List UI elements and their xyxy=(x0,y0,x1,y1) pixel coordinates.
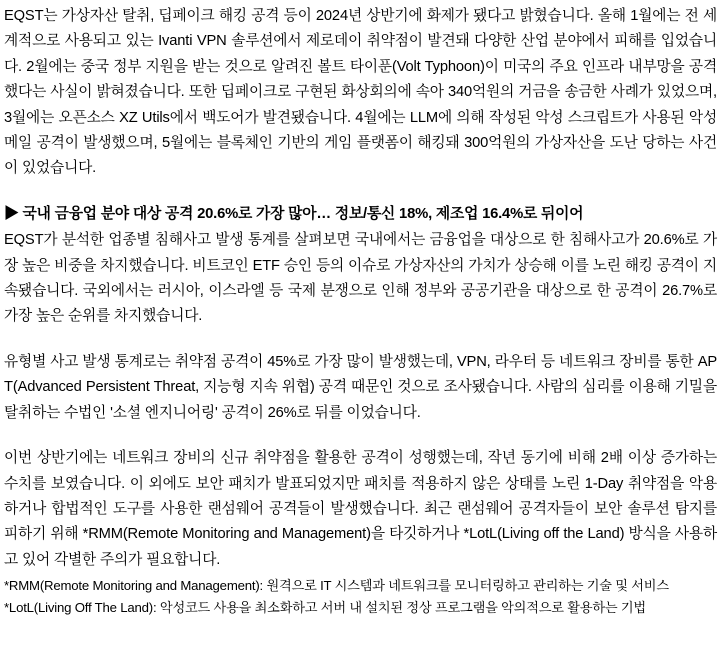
paragraph-attack-types: 유형별 사고 발생 통계로는 취약점 공격이 45%로 가장 많이 발생했는데, VPN, 라우터 등 네트워크 장비를 통한 APT(Advanced Persistent Threat, 지능형 지속 위협) 공격 때문인 것으로 조사됐습니다. 사람의 심리를 이용해 기밀을 탈취하는 수법인 '소셜 엔지니어링' 공격이 26%로 뒤를 이었습니다. xyxy=(4,353,717,421)
section-heading: ▶ 국내 금융업 분야 대상 공격 20.6%로 가장 많아… 정보/통신 18%, 제조업 16.4%로 뒤이어 xyxy=(4,205,584,222)
paragraph-industry-stats: EQST가 분석한 업종별 침해사고 발생 통계를 살펴보면 국내에서는 금융업을 대상으로 한 침해사고가 20.6%로 가장 높은 비중을 차지했습니다. 비트코인 ETF 승인 등의 이슈로 가상자산의 가치가 상승해 이를 노린 해킹 공격이 지속됐습니다. 국외에서는 러시아, 이스라엘 등 국제 분쟁으로 인해 정부와 공공기관을 대상으로 한 공격이 26.7%로 가장 높은 순위를 차지했습니다. xyxy=(4,232,717,325)
footnote-rmm: *RMM(Remote Monitoring and Management): 원격으로 IT 시스템과 네트워크를 모니터링하고 관리하는 기술 및 서비스 xyxy=(4,578,669,594)
paragraph-intro: EQST는 가상자산 탈취, 딥페이크 해킹 공격 등이 2024년 상반기에 화제가 됐다고 밝혔습니다. 올해 1월에는 전 세계적으로 사용되고 있는 Ivanti VPN 솔루션에서 제로데이 취약점이 발견돼 다양한 산업 분야에서 피해를 입었습니다. 2월에는 중국 정부 지원을 받는 것으로 알려진 볼트 타이푼(Volt Typhoon)이 미국의 주요 인프라 내부망을 공격했다는 사실이 밝혀졌습니다. 또한 딥페이크로 구현된 화상회의에 속아 340억원의 거금을 송금한 사례가 있었으며, 3월에는 오픈소스 XZ Utils에서 백도어가 발견됐습니다. 4월에는 LLM에 의해 작성된 악성 스크립트가 사용된 악성 메일 공격이 발생했으며, 5월에는 블록체인 기반의 게임 플랫폼이 해킹돼 300억원의 가상자산을 도난 당하는 사건이 있었습니다. xyxy=(4,8,717,177)
footnote-list xyxy=(4,575,717,618)
paragraph-trend: 이번 상반기에는 네트워크 장비의 신규 취약점을 활용한 공격이 성행했는데, 작년 동기에 비해 2배 이상 증가하는 수치를 보였습니다. 이 외에도 보안 패치가 발표되었지만 패치를 적용하지 않은 상태를 노린 1-Day 취약점을 악용하거나 합법적인 도구를 사용한 랜섬웨어 공격들이 발생했습니다. 최근 랜섬웨어 공격자들이 보안 솔루션 탐지를 피하기 위해 *RMM(Remote Monitoring and Management)을 타깃하거나 *LotL(Living off the Land) 방식을 사용하고 있어 각별한 주의가 필요합니다. xyxy=(4,450,717,568)
footnote-lotl: *LotL(Living Off The Land): 악성코드 사용을 최소화하고 서버 내 설치된 정상 프로그램을 악의적으로 활용하는 기법 xyxy=(4,599,646,615)
